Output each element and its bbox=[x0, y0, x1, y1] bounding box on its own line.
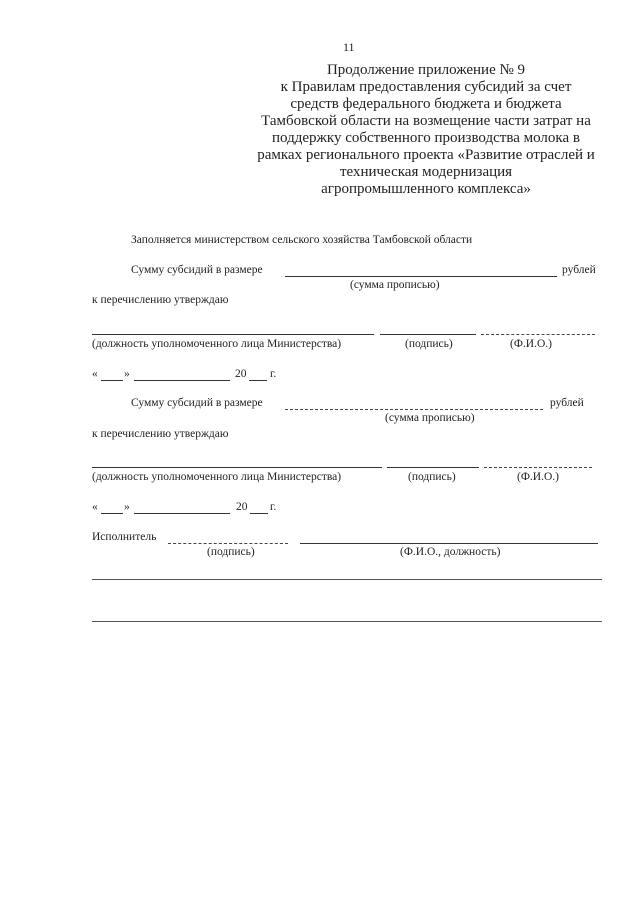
header-line: Тамбовской области на возмещение части затрат на bbox=[261, 113, 591, 129]
executor-name-hint: (Ф.И.О., должность) bbox=[400, 546, 501, 558]
executor-label: Исполнитель bbox=[92, 531, 157, 543]
filled-by-note: Заполняется министерством сельского хозяйства Тамбовской области bbox=[131, 234, 473, 246]
executor-name-field[interactable] bbox=[300, 543, 598, 544]
date-year-suffix-1: г. bbox=[270, 368, 277, 380]
name-field-2[interactable] bbox=[484, 467, 592, 468]
date-year-prefix-1: 20 bbox=[235, 368, 247, 380]
position-field-2[interactable] bbox=[92, 467, 382, 468]
name-field-1[interactable] bbox=[481, 334, 595, 335]
signature-field-1[interactable] bbox=[380, 334, 476, 335]
date-quote-open-1: « bbox=[92, 368, 98, 380]
header-line: агропромышленного комплекса» bbox=[321, 181, 531, 197]
date-year-prefix-2: 20 bbox=[236, 501, 248, 513]
header-line: техническая модернизация bbox=[339, 164, 513, 180]
document-header bbox=[246, 62, 606, 198]
name-hint-2: (Ф.И.О.) bbox=[517, 471, 559, 483]
signature-field-2[interactable] bbox=[387, 467, 479, 468]
header-line: Продолжение приложение № 9 bbox=[326, 62, 526, 78]
page-number: 11 bbox=[343, 40, 355, 54]
approve-label-1: к перечислению утверждаю bbox=[92, 294, 229, 306]
date-day-field-1[interactable] bbox=[101, 380, 123, 381]
amount-field-2[interactable] bbox=[285, 409, 543, 410]
date-month-field-1[interactable] bbox=[134, 380, 230, 381]
date-quote-close-2: » bbox=[124, 501, 130, 513]
executor-signature-field[interactable] bbox=[168, 543, 288, 544]
amount-label-1: Сумму субсидий в размере bbox=[131, 264, 263, 276]
name-hint-1: (Ф.И.О.) bbox=[510, 338, 552, 350]
position-hint-1: (должность уполномоченного лица Министерства) bbox=[92, 338, 342, 350]
amount-hint-1: (сумма прописью) bbox=[350, 279, 440, 291]
date-year-suffix-2: г. bbox=[270, 501, 277, 513]
date-year-field-2[interactable] bbox=[250, 513, 268, 514]
header-line: поддержку собственного производства молока в bbox=[272, 130, 580, 146]
date-quote-close-1: » bbox=[124, 368, 130, 380]
amount-label-2: Сумму субсидий в размере bbox=[131, 397, 263, 409]
position-hint-2: (должность уполномоченного лица Министерства) bbox=[92, 471, 342, 483]
approve-label-2: к перечислению утверждаю bbox=[92, 428, 229, 440]
amount-hint-2: (сумма прописью) bbox=[385, 412, 475, 424]
currency-label-1: рублей bbox=[562, 264, 596, 276]
date-quote-open-2: « bbox=[92, 501, 98, 513]
position-field-1[interactable] bbox=[92, 334, 374, 335]
header-line: рамках регионального проекта «Развитие отраслей и bbox=[257, 147, 595, 163]
extra-line[interactable] bbox=[92, 579, 602, 580]
date-month-field-2[interactable] bbox=[134, 513, 230, 514]
date-year-field-1[interactable] bbox=[249, 380, 267, 381]
header-line: к Правилам предоставления субсидий за счет bbox=[280, 79, 572, 95]
extra-line[interactable] bbox=[92, 621, 602, 622]
currency-label-2: рублей bbox=[550, 397, 584, 409]
header-line: средств федерального бюджета и бюджета bbox=[290, 96, 562, 112]
date-day-field-2[interactable] bbox=[101, 513, 123, 514]
executor-signature-hint: (подпись) bbox=[207, 546, 255, 558]
amount-field-1[interactable] bbox=[285, 276, 557, 277]
signature-hint-2: (подпись) bbox=[408, 471, 456, 483]
signature-hint-1: (подпись) bbox=[405, 338, 453, 350]
